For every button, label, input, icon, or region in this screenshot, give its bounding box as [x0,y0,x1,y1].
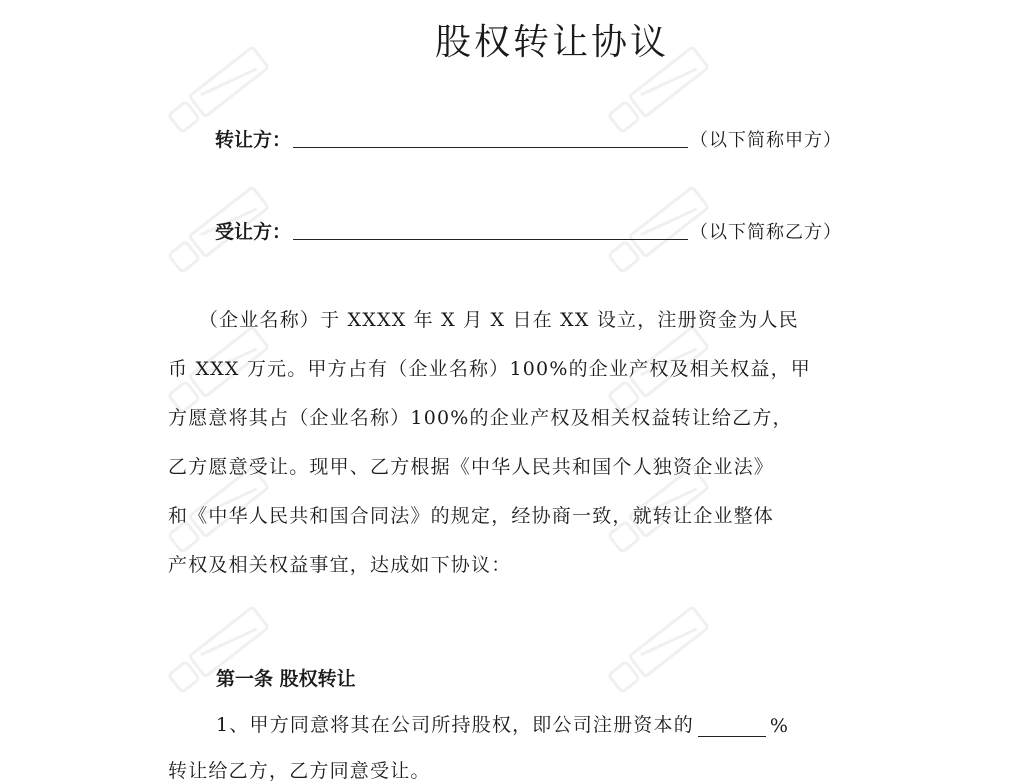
intro-paragraph [168,296,868,590]
transferor-row [215,122,865,152]
transferor-note: （以下简称甲方） [690,130,843,151]
transferor-label: 转让方： [215,129,292,151]
clause-1-suffix: % [769,715,790,737]
percentage-blank [698,716,766,737]
clause-1-prefix: 1、甲方同意将其在公司所持股权，即公司注册资本的 [216,714,694,736]
intro-line: 产权及相关权益事宜，达成如下协议： [168,554,512,576]
intro-line: （企业名称）于 XXXX 年 X 月 X 日在 XX 设立，注册资金为人民 [168,309,799,331]
transferee-note: （以下简称乙方） [690,222,843,243]
article-1-title: 第一条 股权转让 [216,668,356,690]
transferee-fill-line [293,217,688,240]
intro-line: 和《中华人民共和国合同法》的规定，经协商一致，就转让企业整体 [168,505,775,527]
intro-line: 币 XXX 万元。甲方占有（企业名称）100%的企业产权及相关权益，甲 [168,358,811,380]
intro-line: 乙方愿意受让。现甲、乙方根据《中华人民共和国个人独资企业法》 [168,456,775,478]
transferor-fill-line [293,125,688,148]
article-1-clause-1 [216,710,789,737]
document-title: 股权转让协议 [434,22,669,63]
intro-line: 方愿意将其占（企业名称）100%的企业产权及相关权益转让给乙方， [168,407,793,429]
transferee-row [215,214,865,244]
transferee-label: 受让方： [215,221,292,243]
clause-1-continuation: 转让给乙方，乙方同意受让。 [168,760,431,782]
